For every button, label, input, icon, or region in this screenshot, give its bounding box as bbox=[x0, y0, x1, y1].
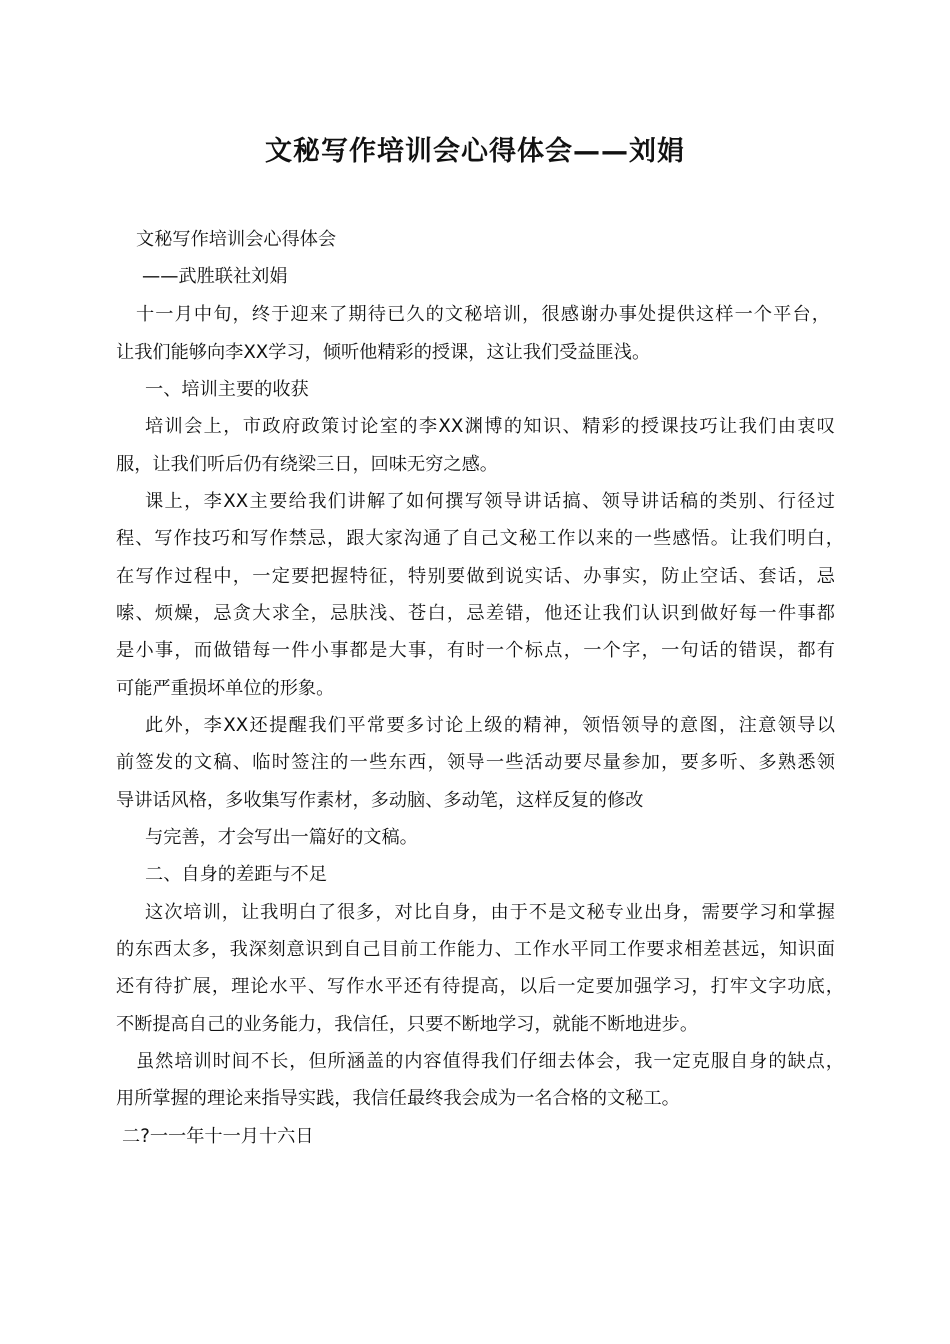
document-title: 文秘写作培训会心得体会——刘娟 bbox=[265, 136, 685, 167]
author-line: ——武胜联社刘娟 bbox=[142, 266, 288, 287]
paragraph-line: 嗦、烦燥，忌贪大求全，忌肤浅、苍白，忌差错，他还让我们认识到做好每一件事都 bbox=[116, 603, 835, 624]
section-heading: 一、培训主要的收获 bbox=[145, 379, 309, 400]
paragraph-line: 前签发的文稿、临时签注的一些东西，领导一些活动要尽量参加，要多听、多熟悉领 bbox=[116, 752, 835, 773]
paragraph-line: 在写作过程中，一定要把握特征，特别要做到说实话、办事实，防止空话、套话，忌 bbox=[116, 566, 835, 587]
paragraph-line: 是小事，而做错每一件小事都是大事，有时一个标点，一个字，一句话的错误，都有 bbox=[116, 640, 835, 661]
paragraph-line: 程、写作技巧和写作禁忌，跟大家沟通了自己文秘工作以来的一些感悟。让我们明白， bbox=[116, 528, 844, 549]
paragraph-line: 与完善，才会写出一篇好的文稿。 bbox=[145, 827, 418, 848]
subtitle-line: 文秘写作培训会心得体会 bbox=[136, 229, 337, 250]
paragraph-line: 课上，李XX主要给我们讲解了如何撰写领导讲话搞、领导讲话稿的类别、行径过 bbox=[145, 491, 835, 512]
paragraph-line: 还有待扩展，理论水平、写作水平还有待提高，以后一定要加强学习，打牢文字功底， bbox=[116, 976, 844, 997]
paragraph-line: 虽然培训时间不长，但所涵盖的内容值得我们仔细去体会，我一定克服自身的缺点， bbox=[136, 1051, 844, 1072]
paragraph-line: 服，让我们听后仍有绕梁三日，回味无穷之感。 bbox=[116, 454, 498, 475]
section-heading: 二、自身的差距与不足 bbox=[145, 864, 327, 885]
date-line: 二?一一年十一月十六日 bbox=[122, 1126, 314, 1147]
paragraph-line: 导讲话风格，多收集写作素材，多动脑、多动笔，这样反复的修改 bbox=[116, 790, 644, 811]
paragraph-line: 用所掌握的理论来指导实践，我信任最终我会成为一名合格的文秘工。 bbox=[116, 1088, 680, 1109]
paragraph-line: 这次培训，让我明白了很多，对比自身，由于不是文秘专业出身，需要学习和掌握 bbox=[145, 902, 835, 923]
paragraph-line: 培训会上，市政府政策讨论室的李XX渊博的知识、精彩的授课技巧让我们由衷叹 bbox=[145, 416, 835, 437]
paragraph-line: 可能严重损坏单位的形象。 bbox=[116, 678, 335, 699]
paragraph-line: 此外，李XX还提醒我们平常要多讨论上级的精神，领悟领导的意图，注意领导以 bbox=[145, 715, 835, 736]
paragraph-line: 的东西太多，我深刻意识到自己目前工作能力、工作水平同工作要求相差甚远，知识面 bbox=[116, 939, 835, 960]
paragraph-line: 十一月中旬，终于迎来了期待已久的文秘培训，很感谢办事处提供这样一个平台， bbox=[136, 304, 830, 325]
paragraph-line: 不断提高自己的业务能力，我信任，只要不断地学习，就能不断地进步。 bbox=[116, 1014, 699, 1035]
paragraph-line: 让我们能够向李XX学习，倾听他精彩的授课，这让我们受益匪浅。 bbox=[116, 342, 651, 363]
